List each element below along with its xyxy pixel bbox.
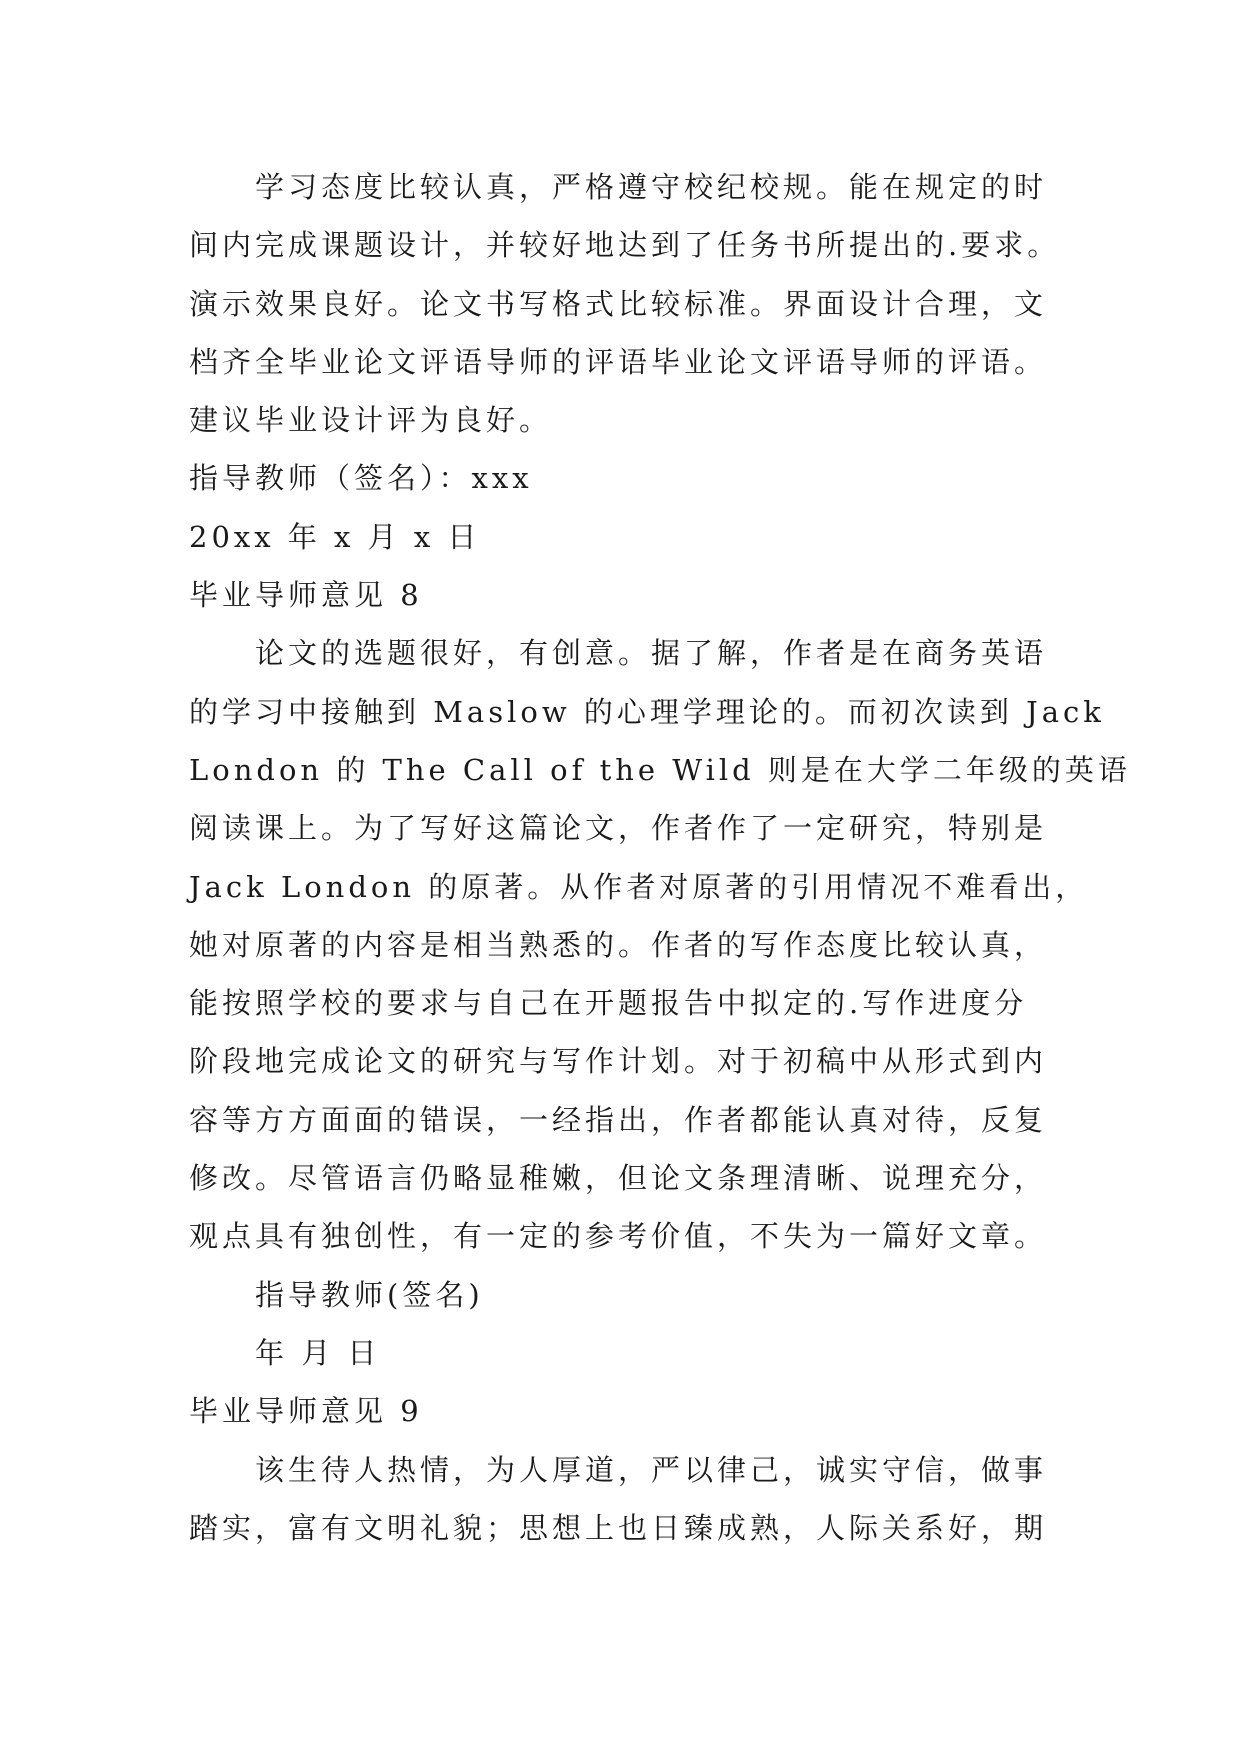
paragraph-line: 演示效果良好。论文书写格式比较标准。界面设计合理，文 [189, 286, 1048, 321]
date-line: 20xx 年 x 月 x 日 [189, 519, 481, 554]
paragraph-line: 阅读课上。为了写好这篇论文，作者作了一定研究，特别是 [189, 811, 1048, 846]
paragraph-line: Jack London 的原著。从作者对原著的引用情况不难看出， [189, 869, 1089, 904]
paragraph-line: 论文的选题很好，有创意。据了解，作者是在商务英语 [255, 636, 1048, 671]
paragraph-line: 阶段地完成论文的研究与写作计划。对于初稿中从形式到内 [189, 1044, 1048, 1079]
paragraph-line: 建议毕业设计评为良好。 [189, 403, 553, 438]
paragraph-line: 踏实，富有文明礼貌；思想上也日臻成熟，人际关系好，期 [189, 1510, 1048, 1545]
signature-line: 指导教师(签名) [255, 1277, 484, 1312]
paragraph-line: London 的 The Call of the Wild 则是在大学二年级的英语 [189, 752, 1131, 787]
paragraph-line: 该生待人热情，为人厚道，严以律己，诚实守信，做事 [255, 1452, 1048, 1487]
section-heading: 毕业导师意见 9 [189, 1394, 423, 1429]
paragraph-line: 能按照学校的要求与自己在开题报告中拟定的.写作进度分 [189, 986, 1028, 1021]
section-heading: 毕业导师意见 8 [189, 578, 423, 613]
document-body [189, 158, 1131, 1557]
date-line: 年 月 日 [255, 1335, 381, 1370]
paragraph-line: 的学习中接触到 Maslow 的心理学理论的。而初次读到 Jack [189, 694, 1105, 729]
paragraph-line: 修改。尽管语言仍略显稚嫩，但论文条理清晰、说理充分， [189, 1161, 1048, 1196]
paragraph-line: 学习态度比较认真，严格遵守校纪校规。能在规定的时 [255, 170, 1048, 204]
signature-line: 指导教师（签名）：xxx [189, 461, 533, 496]
paragraph-line: 档齐全毕业论文评语导师的评语毕业论文评语导师的评语。 [189, 344, 1048, 379]
paragraph-line: 间内完成课题设计，并较好地达到了任务书所提出的.要求。 [189, 228, 1061, 263]
paragraph-line: 容等方方面面的错误，一经指出，作者都能认真对待，反复 [189, 1102, 1048, 1137]
paragraph-line: 她对原著的内容是相当熟悉的。作者的写作态度比较认真， [189, 927, 1048, 962]
paragraph-line: 观点具有独创性，有一定的参考价值，不失为一篇好文章。 [189, 1219, 1048, 1254]
